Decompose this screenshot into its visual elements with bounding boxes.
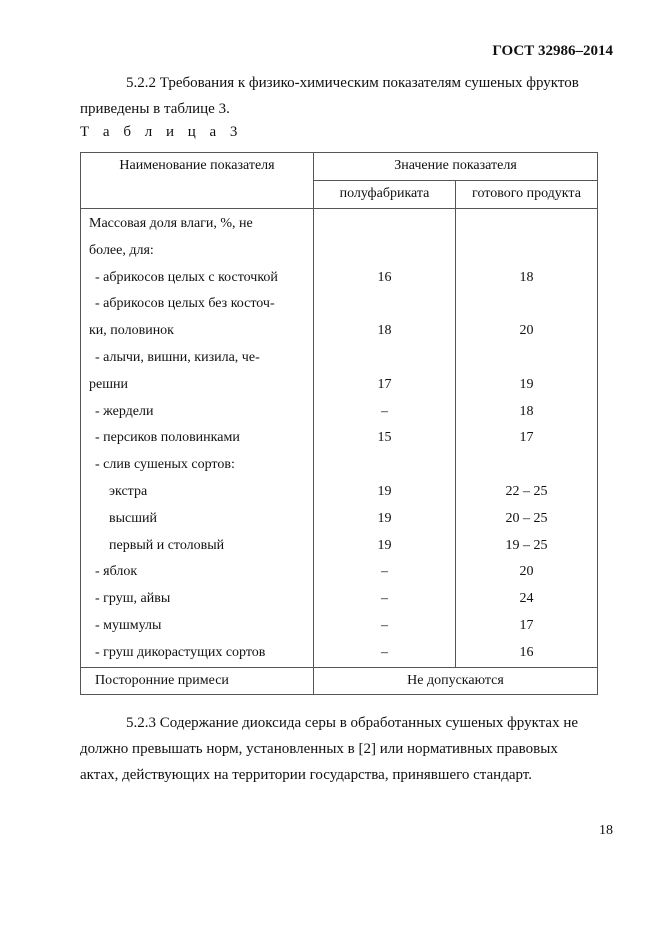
- final-value: [456, 452, 597, 479]
- intro-line-1: 5.2.2 Требования к физико-химическим показателям сушеных фруктов: [126, 75, 579, 91]
- final-value: 16: [519, 644, 534, 660]
- semi-value: 15: [377, 430, 392, 446]
- semi-value: –: [381, 617, 388, 633]
- semi-value: –: [381, 591, 388, 607]
- final-value: 24: [519, 591, 534, 607]
- indicator-name: - абрикосов целых с косточкой: [95, 269, 278, 285]
- final-value: 22 – 25: [505, 483, 548, 499]
- table-3: [80, 152, 598, 695]
- outro-line-2: должно превышать норм, установленных в [2] или нормативных правовых: [80, 741, 558, 757]
- indicator-name: решни: [89, 376, 128, 392]
- indicator-name: - абрикосов целых без косточ-: [95, 296, 275, 312]
- final-value: 17: [519, 617, 534, 633]
- header-value: Значение показателя: [314, 153, 598, 181]
- final-value: [456, 238, 597, 265]
- indicator-name: - мушмулы: [95, 617, 162, 633]
- indicator-name: высший: [109, 510, 157, 526]
- indicator-name: - груш, айвы: [95, 591, 171, 607]
- final-value: 19 – 25: [505, 537, 548, 553]
- semi-value: [314, 238, 455, 265]
- indicator-name: ки, половинок: [89, 323, 174, 339]
- header-final: готового продукта: [456, 181, 598, 209]
- semi-value: 18: [377, 323, 392, 339]
- semi-value: –: [381, 564, 388, 580]
- semi-value: [314, 345, 455, 372]
- final-value: 18: [519, 269, 534, 285]
- semi-value: –: [381, 403, 388, 419]
- indicator-name: - яблок: [95, 564, 138, 580]
- semi-value: 19: [377, 510, 392, 526]
- final-value: 18: [519, 403, 534, 419]
- indicator-name: первый и столовый: [109, 537, 225, 553]
- final-value: 20 – 25: [505, 510, 548, 526]
- semi-value: –: [381, 644, 388, 660]
- indicator-name: - груш дикорастущих сортов: [95, 644, 266, 660]
- names-column: [81, 209, 314, 668]
- foreign-matter-value: Не допускаются: [314, 667, 598, 694]
- semi-value: [314, 211, 455, 238]
- semi-values-column: [314, 209, 456, 668]
- document-header: ГОСТ 32986–2014: [492, 43, 613, 59]
- semi-value: 17: [377, 376, 392, 392]
- indicator-name: - персиков половинками: [95, 430, 240, 446]
- semi-value: 19: [377, 537, 392, 553]
- outro-paragraph: [80, 710, 616, 788]
- intro-line-2: приведены в таблице 3.: [80, 101, 230, 117]
- final-value: [456, 211, 597, 238]
- final-value: 19: [519, 376, 534, 392]
- final-value: 20: [519, 564, 534, 580]
- indicator-name: - жердели: [95, 403, 154, 419]
- semi-value: 16: [377, 269, 392, 285]
- foreign-matter-label: Посторонние примеси: [81, 667, 314, 694]
- table-caption: Т а б л и ц а 3: [80, 124, 243, 140]
- semi-value: 19: [377, 483, 392, 499]
- semi-value: [314, 452, 455, 479]
- indicator-name: - слив сушеных сортов:: [95, 457, 235, 473]
- final-values-column: [456, 209, 598, 668]
- indicator-name: - алычи, вишни, кизила, че-: [95, 349, 260, 365]
- final-value: [456, 291, 597, 318]
- semi-value: [314, 291, 455, 318]
- header-name: Наименование показателя: [81, 153, 314, 209]
- page-number: 18: [599, 823, 613, 838]
- final-value: [456, 345, 597, 372]
- outro-line-3: актах, действующих на территории государства, принявшего стандарт.: [80, 767, 532, 783]
- indicator-name: экстра: [109, 483, 148, 499]
- indicator-name: более, для:: [89, 242, 154, 258]
- final-value: 17: [519, 430, 534, 446]
- indicator-name: Массовая доля влаги, %, не: [89, 216, 253, 231]
- final-value: 20: [519, 323, 534, 339]
- header-semi: полуфабриката: [314, 181, 456, 209]
- outro-line-1: 5.2.3 Содержание диоксида серы в обработанных сушеных фруктах не: [126, 715, 579, 731]
- intro-paragraph: [80, 70, 616, 122]
